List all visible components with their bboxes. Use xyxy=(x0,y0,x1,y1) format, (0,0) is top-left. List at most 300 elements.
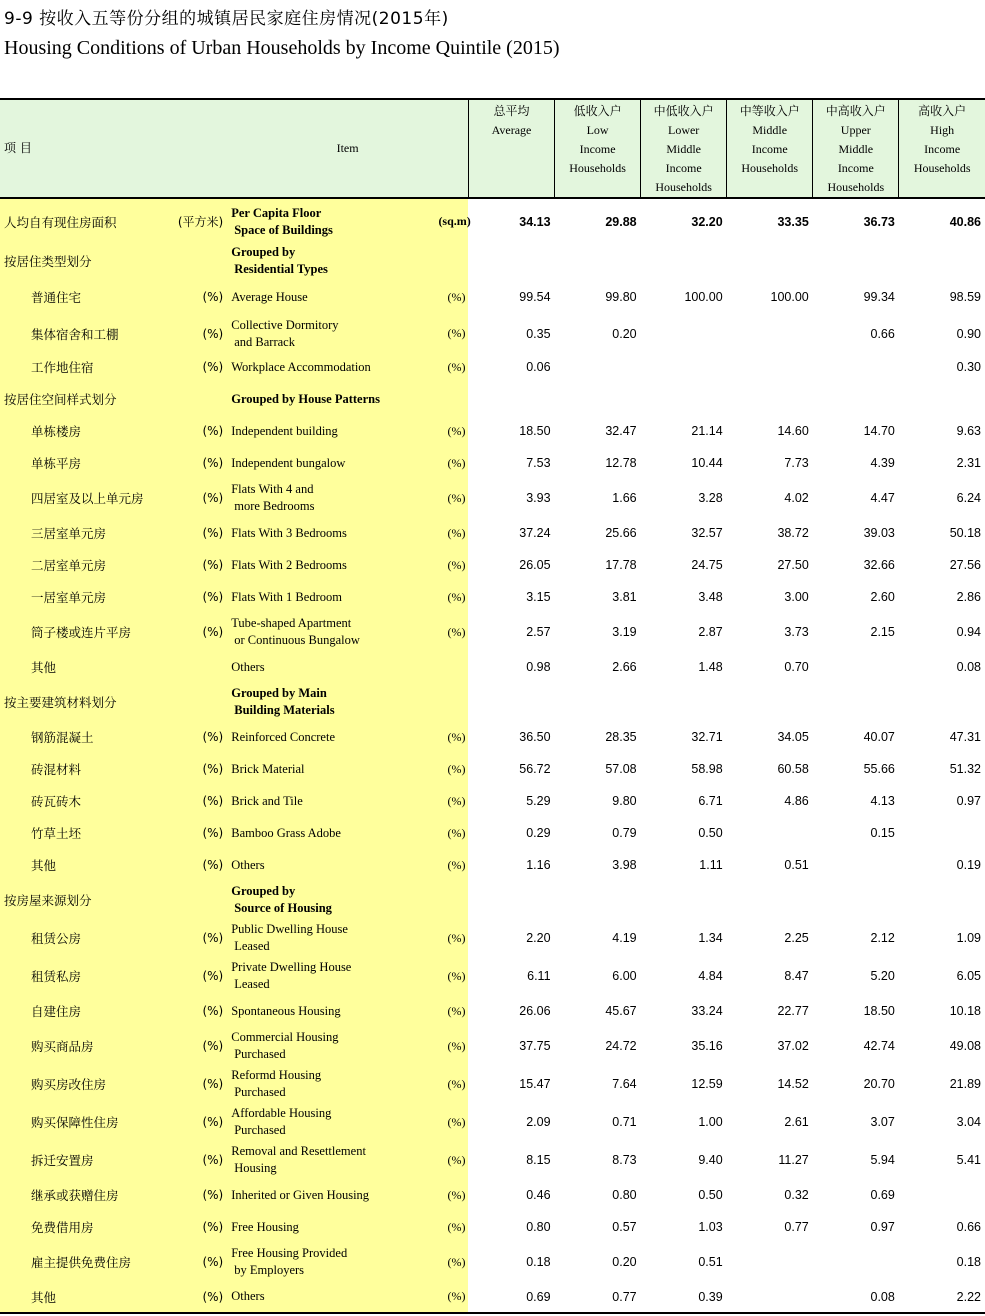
row-value: 1.16 xyxy=(526,858,551,872)
row-label-en-line: Building Materials xyxy=(234,703,335,717)
row-unit-en xyxy=(438,881,468,919)
row-label-en-line: Public Dwelling House xyxy=(231,922,348,936)
row-value xyxy=(727,1281,813,1313)
row-unit-cn: (%) xyxy=(173,919,227,957)
row-value: 27.56 xyxy=(949,558,981,572)
row-value: 98.59 xyxy=(949,290,981,304)
row-value: 38.72 xyxy=(777,526,809,540)
row-unit-cn xyxy=(173,881,227,919)
row-value: 5.94 xyxy=(870,1153,895,1167)
row-value: 6.71 xyxy=(698,794,723,808)
row-label-en-line: or Continuous Bungalow xyxy=(234,633,360,647)
row-label-en xyxy=(227,351,438,383)
row-label-en-line: Bamboo Grass Adobe xyxy=(231,825,341,840)
header-col-cn-label: 中高收入户 xyxy=(825,104,886,118)
header-col-high-income xyxy=(899,99,985,198)
row-unit-cn: (%) xyxy=(173,581,227,613)
row-label-en-line: Commercial Housing xyxy=(231,1030,339,1044)
row-value: 6.11 xyxy=(527,969,551,983)
table-row xyxy=(0,817,985,849)
header-col-en-label: Income xyxy=(924,142,961,156)
row-label-cn: 购买房改住房 xyxy=(0,1065,173,1103)
row-value: 2.15 xyxy=(870,625,895,639)
row-value: 49.08 xyxy=(949,1039,981,1053)
row-label-en xyxy=(227,881,438,919)
row-value xyxy=(813,244,899,278)
row-value: 60.58 xyxy=(777,762,809,776)
row-value xyxy=(727,383,813,415)
table-group-row xyxy=(0,881,985,919)
row-value xyxy=(555,351,641,383)
row-label-en-line: Leased xyxy=(234,977,270,991)
header-item-cn: 项 目 xyxy=(0,99,227,198)
header-col-en-label: Households xyxy=(827,180,885,194)
header-col-en-label: Income xyxy=(751,142,788,156)
row-value: 1.09 xyxy=(956,931,981,945)
row-value: 0.77 xyxy=(784,1220,809,1234)
row-unit-en: (%) xyxy=(438,957,468,995)
row-value: 1.48 xyxy=(698,660,723,674)
row-value: 18.50 xyxy=(863,1004,895,1018)
row-label-en xyxy=(227,316,438,351)
row-value: 56.72 xyxy=(519,762,551,776)
row-value: 32.66 xyxy=(863,558,895,572)
row-value: 0.66 xyxy=(956,1220,981,1234)
table-row xyxy=(0,581,985,613)
row-unit-cn: (%) xyxy=(173,1179,227,1211)
row-label-en xyxy=(227,549,438,581)
row-unit-en: (%) xyxy=(438,1103,468,1141)
row-unit-en xyxy=(438,683,468,721)
row-value: 2.61 xyxy=(784,1115,809,1129)
header-col-en-label: Households xyxy=(913,161,971,175)
row-value: 0.15 xyxy=(870,826,895,840)
row-label-cn: 拆迁安置房 xyxy=(0,1141,173,1179)
row-value: 57.08 xyxy=(605,762,637,776)
row-value: 8.47 xyxy=(784,969,809,983)
row-label-cn: 人均自有现住房面积 xyxy=(0,198,173,244)
row-label-en-line: Others xyxy=(231,659,265,674)
row-value: 0.35 xyxy=(526,326,551,341)
row-value xyxy=(813,383,899,415)
row-value xyxy=(468,383,554,415)
row-value: 26.06 xyxy=(519,1004,551,1018)
row-value: 0.08 xyxy=(813,1281,899,1313)
row-value: 2.12 xyxy=(870,931,895,945)
row-value: 51.32 xyxy=(949,762,981,776)
row-value: 0.98 xyxy=(526,660,551,674)
row-value: 8.73 xyxy=(612,1153,637,1167)
header-col-en-label: Lower xyxy=(667,123,700,137)
row-value: 0.90 xyxy=(956,326,981,341)
row-value: 2.20 xyxy=(526,931,551,945)
row-label-en xyxy=(227,479,438,517)
row-unit-cn: (平方米) xyxy=(173,198,227,244)
row-unit-en: (%) xyxy=(438,1281,468,1313)
table-row xyxy=(0,995,985,1027)
table-row xyxy=(0,1243,985,1281)
row-label-en xyxy=(227,581,438,613)
row-unit-cn xyxy=(173,651,227,683)
row-label-en-line: Spontaneous Housing xyxy=(231,1003,341,1018)
row-unit-cn: (%) xyxy=(173,721,227,753)
row-label-en-line: Free Housing xyxy=(231,1219,299,1234)
row-unit-en: (%) xyxy=(438,753,468,785)
row-value: 7.64 xyxy=(612,1077,637,1091)
row-value xyxy=(727,817,813,849)
row-label-en-line: Free Housing Provided xyxy=(231,1246,348,1260)
row-value: 10.18 xyxy=(949,1004,981,1018)
row-unit-cn xyxy=(173,244,227,278)
row-value: 6.00 xyxy=(612,969,637,983)
header-col-en-label: Upper xyxy=(840,123,871,137)
row-unit-en: (%) xyxy=(438,849,468,881)
row-value: 3.04 xyxy=(956,1115,981,1129)
row-label-en-line: Brick Material xyxy=(231,761,305,776)
row-value: 14.52 xyxy=(777,1077,809,1091)
row-label-en xyxy=(227,1103,438,1141)
row-label-en xyxy=(227,1065,438,1103)
row-label-cn: 其他 xyxy=(0,651,173,683)
row-value: 33.35 xyxy=(777,214,809,229)
row-unit-en: (%) xyxy=(438,517,468,549)
row-unit-cn: (%) xyxy=(173,995,227,1027)
row-value: 0.97 xyxy=(870,1220,895,1234)
row-value: 8.15 xyxy=(526,1153,551,1167)
row-unit-cn: (%) xyxy=(173,479,227,517)
row-label-en-line: Private Dwelling House xyxy=(231,960,352,974)
row-label-en-line: Grouped by xyxy=(231,884,296,898)
row-value: 32.20 xyxy=(691,214,723,229)
row-label-en xyxy=(227,1179,438,1211)
row-value: 9.80 xyxy=(612,794,637,808)
row-unit-en: (%) xyxy=(438,1065,468,1103)
row-value xyxy=(813,683,899,721)
row-value xyxy=(899,881,985,919)
row-label-en xyxy=(227,613,438,651)
row-value: 12.78 xyxy=(605,456,637,470)
row-unit-cn: (%) xyxy=(173,753,227,785)
row-label-en xyxy=(227,244,438,278)
row-value: 35.16 xyxy=(691,1039,723,1053)
header-col-cn-label: 中等收入户 xyxy=(739,104,800,118)
row-value: 40.86 xyxy=(949,214,981,229)
row-label-en xyxy=(227,785,438,817)
row-value: 1.00 xyxy=(698,1115,723,1129)
row-value: 4.19 xyxy=(612,931,637,945)
row-label-cn: 竹草土坯 xyxy=(0,817,173,849)
row-value: 2.60 xyxy=(870,590,895,604)
table-row xyxy=(0,549,985,581)
row-value xyxy=(727,683,813,721)
row-value: 99.80 xyxy=(605,290,637,304)
header-col-cn-label: 高收入户 xyxy=(918,104,967,118)
row-label-en xyxy=(227,753,438,785)
row-label-en-line: by Employers xyxy=(234,1263,305,1277)
header-col-en-label: Income xyxy=(579,142,616,156)
table-row xyxy=(0,198,985,244)
table-row xyxy=(0,278,985,316)
row-unit-en: (%) xyxy=(438,919,468,957)
row-label-en xyxy=(227,1243,438,1281)
row-value: 9.40 xyxy=(698,1153,723,1167)
row-value: 45.67 xyxy=(605,1004,637,1018)
row-value xyxy=(641,683,727,721)
header-col-cn-label: 低收入户 xyxy=(573,104,622,118)
table-row xyxy=(0,1281,985,1313)
row-label-cn: 按居住类型划分 xyxy=(0,244,173,278)
row-label-cn: 自建住房 xyxy=(0,995,173,1027)
row-unit-en: (%) xyxy=(438,817,468,849)
row-label-cn: 按居住空间样式划分 xyxy=(0,383,173,415)
row-label-cn: 租赁公房 xyxy=(0,919,173,957)
row-value: 0.30 xyxy=(956,360,981,374)
row-value xyxy=(727,1243,813,1281)
row-unit-cn: (%) xyxy=(173,817,227,849)
row-value: 0.51 xyxy=(698,1255,723,1269)
row-value: 2.66 xyxy=(612,660,637,674)
row-label-cn: 免费借用房 xyxy=(0,1211,173,1243)
row-label-en-line: Flats With 1 Bedroom xyxy=(231,589,342,604)
table-group-row xyxy=(0,383,985,415)
row-label-en-line: Tube-shaped Apartment xyxy=(231,616,352,630)
row-unit-en: (%) xyxy=(438,316,468,351)
table-row xyxy=(0,957,985,995)
row-value: 42.74 xyxy=(863,1039,895,1053)
row-label-cn: 单栋楼房 xyxy=(0,415,173,447)
row-value: 0.94 xyxy=(956,625,981,639)
header-col-cn-label: 总平均 xyxy=(493,104,530,118)
row-value xyxy=(468,683,554,721)
table-row xyxy=(0,849,985,881)
row-label-cn: 筒子楼或连片平房 xyxy=(0,613,173,651)
header-col-en-label: Households xyxy=(741,161,799,175)
header-col-cn-label: 中低收入户 xyxy=(653,104,714,118)
row-label-en xyxy=(227,919,438,957)
row-value xyxy=(813,1243,899,1281)
row-value: 5.20 xyxy=(870,969,895,983)
row-value xyxy=(899,1179,985,1211)
row-value: 1.66 xyxy=(612,491,637,505)
row-value: 11.27 xyxy=(778,1153,809,1167)
row-value: 0.08 xyxy=(956,660,981,674)
row-unit-cn xyxy=(173,683,227,721)
row-label-en-line: Leased xyxy=(234,939,270,953)
row-value xyxy=(468,881,554,919)
row-unit-cn xyxy=(173,383,227,415)
header-item-en: Item xyxy=(227,99,468,198)
row-value: 3.73 xyxy=(784,625,809,639)
row-label-en-line: Space of Buildings xyxy=(234,222,333,237)
row-label-en-line: Others xyxy=(231,1289,265,1303)
table-row xyxy=(0,785,985,817)
row-value xyxy=(641,351,727,383)
row-value: 0.50 xyxy=(698,1188,723,1202)
row-unit-en: (%) xyxy=(438,1211,468,1243)
row-value: 0.66 xyxy=(870,326,895,341)
row-label-en-line: Flats With 4 and xyxy=(231,482,314,496)
row-label-en xyxy=(227,1141,438,1179)
row-value: 0.77 xyxy=(555,1281,641,1313)
row-label-cn: 继承或获赠住房 xyxy=(0,1179,173,1211)
row-unit-cn: (%) xyxy=(173,1141,227,1179)
row-value: 32.57 xyxy=(691,526,723,540)
row-value xyxy=(813,849,899,881)
table-row xyxy=(0,721,985,753)
row-label-en-line: Brick and Tile xyxy=(231,793,303,808)
row-label-en-line: Per Capita Floor xyxy=(231,205,322,220)
table-row xyxy=(0,651,985,683)
row-value: 0.69 xyxy=(468,1281,554,1313)
row-label-en-line: Reformd Housing xyxy=(231,1068,322,1082)
row-label-en-line: Grouped by xyxy=(231,245,296,259)
row-value: 1.03 xyxy=(698,1220,723,1234)
row-label-cn: 二居室单元房 xyxy=(0,549,173,581)
header-col-en-label: High xyxy=(930,123,955,137)
table-row xyxy=(0,1027,985,1065)
header-col-upper-middle-income xyxy=(813,99,899,198)
header-col-en-label: Average xyxy=(491,123,532,137)
row-value: 4.39 xyxy=(870,456,895,470)
table-row xyxy=(0,1065,985,1103)
table-row xyxy=(0,753,985,785)
row-value xyxy=(899,817,985,849)
table-row xyxy=(0,1103,985,1141)
row-label-en xyxy=(227,995,438,1027)
row-value: 32.71 xyxy=(691,730,723,744)
row-label-cn: 购买保障性住房 xyxy=(0,1103,173,1141)
row-unit-cn: (%) xyxy=(173,1211,227,1243)
row-label-en-line: Flats With 2 Bedrooms xyxy=(231,557,347,572)
row-label-en-line: Workplace Accommodation xyxy=(231,359,371,374)
row-label-cn: 普通住宅 xyxy=(0,278,173,316)
header-col-en-label: Low xyxy=(586,123,609,137)
row-label-en-line: Grouped by Main xyxy=(231,686,327,700)
row-value: 12.59 xyxy=(691,1077,723,1091)
row-label-en-line: Removal and Resettlement xyxy=(231,1144,366,1158)
row-value: 33.24 xyxy=(691,1004,723,1018)
row-value xyxy=(555,881,641,919)
header-col-low-income xyxy=(555,99,641,198)
row-label-cn: 砖混材料 xyxy=(0,753,173,785)
row-value: 4.02 xyxy=(784,491,809,505)
row-value: 14.60 xyxy=(777,424,809,438)
row-unit-en: (%) xyxy=(438,1027,468,1065)
table-row xyxy=(0,479,985,517)
row-value xyxy=(813,881,899,919)
row-value: 0.79 xyxy=(612,826,637,840)
table-row xyxy=(0,415,985,447)
row-unit-cn: (%) xyxy=(173,957,227,995)
table-group-row xyxy=(0,683,985,721)
row-value: 3.00 xyxy=(784,590,809,604)
header-col-middle-income xyxy=(727,99,813,198)
row-value: 0.80 xyxy=(526,1220,551,1234)
row-value: 1.34 xyxy=(698,931,723,945)
row-value: 9.63 xyxy=(956,424,981,438)
row-label-en-line: Residential Types xyxy=(234,262,328,276)
row-value xyxy=(641,881,727,919)
row-value: 22.77 xyxy=(777,1004,809,1018)
row-value: 0.18 xyxy=(526,1255,551,1269)
row-unit-cn: (%) xyxy=(173,1027,227,1065)
header-col-en-label: Income xyxy=(837,161,874,175)
row-unit-en xyxy=(438,383,468,415)
row-value: 29.88 xyxy=(605,214,637,229)
row-value xyxy=(468,244,554,278)
row-label-cn: 购买商品房 xyxy=(0,1027,173,1065)
header-col-en-label: Income xyxy=(665,161,702,175)
row-value: 0.51 xyxy=(784,858,809,872)
row-value: 0.20 xyxy=(612,326,637,341)
table-row xyxy=(0,1141,985,1179)
table-row xyxy=(0,1211,985,1243)
row-value: 0.46 xyxy=(526,1188,551,1202)
table-row xyxy=(0,1179,985,1211)
row-label-en xyxy=(227,1281,438,1313)
row-value: 6.24 xyxy=(956,491,981,505)
row-value: 2.87 xyxy=(698,625,723,639)
row-label-en-line: Inherited or Given Housing xyxy=(231,1187,370,1202)
row-label-cn: 其他 xyxy=(0,1281,173,1313)
row-unit-en: (sq.m) xyxy=(438,198,468,244)
row-label-cn: 租赁私房 xyxy=(0,957,173,995)
row-value: 0.18 xyxy=(956,1255,981,1269)
row-label-en-line: Reinforced Concrete xyxy=(231,729,336,744)
row-value: 3.98 xyxy=(612,858,637,872)
row-value: 6.05 xyxy=(956,969,981,983)
row-value: 1.11 xyxy=(699,858,723,872)
row-label-en xyxy=(227,849,438,881)
row-label-en-line: Affordable Housing xyxy=(231,1106,332,1120)
row-value: 7.73 xyxy=(784,456,809,470)
row-label-en xyxy=(227,1211,438,1243)
row-value: 36.50 xyxy=(519,730,551,744)
row-label-cn: 钢筋混凝土 xyxy=(0,721,173,753)
header-col-en-label: Households xyxy=(655,180,712,194)
row-value xyxy=(555,683,641,721)
row-value: 4.13 xyxy=(870,794,895,808)
row-value: 0.97 xyxy=(956,794,981,808)
row-value xyxy=(899,683,985,721)
header-col-en-label: Middle xyxy=(752,123,788,137)
row-value: 24.75 xyxy=(691,558,723,572)
row-value: 3.15 xyxy=(526,590,551,604)
row-value xyxy=(641,316,727,351)
row-label-en-line: Purchased xyxy=(234,1085,286,1099)
row-value: 26.05 xyxy=(519,558,551,572)
row-label-en-line: Average House xyxy=(231,289,308,304)
row-value: 4.86 xyxy=(784,794,809,808)
row-unit-cn: (%) xyxy=(173,1281,227,1313)
row-value: 0.80 xyxy=(612,1188,637,1202)
row-value: 3.19 xyxy=(612,625,637,639)
row-unit-cn: (%) xyxy=(173,517,227,549)
row-unit-cn: (%) xyxy=(173,415,227,447)
row-unit-en: (%) xyxy=(438,995,468,1027)
row-label-cn: 其他 xyxy=(0,849,173,881)
row-value: 40.07 xyxy=(863,730,895,744)
row-value xyxy=(727,316,813,351)
table-row xyxy=(0,351,985,383)
row-value: 58.98 xyxy=(691,762,723,776)
row-value xyxy=(555,383,641,415)
row-unit-cn: (%) xyxy=(173,278,227,316)
row-value: 0.06 xyxy=(526,360,551,374)
row-unit-en: (%) xyxy=(438,785,468,817)
row-value: 0.19 xyxy=(956,858,981,872)
table-row xyxy=(0,613,985,651)
